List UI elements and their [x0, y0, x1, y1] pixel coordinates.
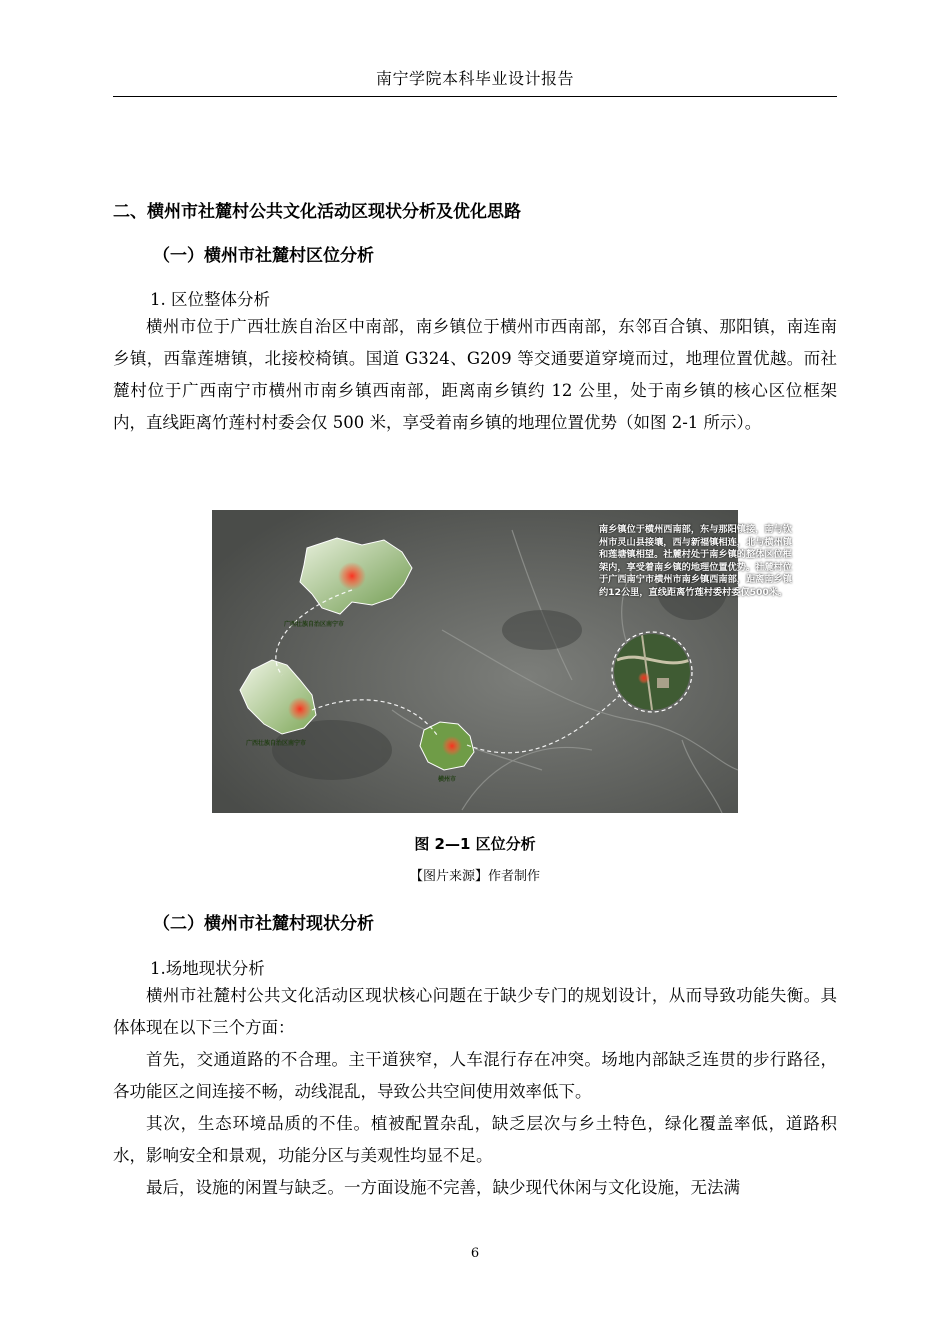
- paragraph-location: 横州市位于广西壮族自治区中南部，南乡镇位于横州市西南部，东邻百合镇、那阳镇，南连南乡镇，西靠莲塘镇，北接校椅镇。国道 G324、G209 等交通要道穿境而过，地理位置优越。而社麓村位于广西南宁市横州市南乡镇西南部，距离南乡镇约 12 公里，处于南乡镇的核心区位框架内，直线距离竹莲村村委会仅 500 米，享受着南乡镇的地理位置优势（如图 2-1 所示）。: [113, 317, 837, 432]
- location-map-figure: [212, 510, 792, 813]
- subsection-heading-location: （一）横州市社麓村区位分析: [153, 246, 374, 266]
- map-label-nanning: 广西壮族自治区南宁市: [246, 740, 307, 747]
- figure-caption: 图 2—1 区位分析: [414, 835, 536, 853]
- item-heading-site: 1.场地现状分析: [150, 959, 265, 978]
- figure-source: 【图片来源】作者制作: [409, 869, 540, 884]
- subsection-heading-status: （二）横州市社麓村现状分析: [153, 914, 374, 934]
- section-heading: 二、横州市社麓村公共文化活动区现状分析及优化思路: [113, 202, 521, 222]
- page-header: 南宁学院本科毕业设计报告: [375, 69, 574, 88]
- paragraph-ecology: 其次，生态环境品质的不佳。植被配置杂乱，缺乏层次与乡土特色，绿化覆盖率低，道路积水，影响安全和景观，功能分区与美观性均显不足。: [113, 1114, 837, 1165]
- page-number: 6: [470, 1246, 480, 1261]
- paragraph-core-problem: 横州市社麓村公共文化活动区现状核心问题在于缺少专门的规划设计，从而导致功能失衡。具体体现在以下三个方面：: [113, 986, 837, 1037]
- map-label-hengzhou: 横州市: [438, 776, 457, 783]
- paragraph-traffic: 首先，交通道路的不合理。主干道狭窄，人车混行存在冲突。场地内部缺乏连贯的步行路径，各功能区之间连接不畅，动线混乱，导致公共空间使用效率低下。: [113, 1050, 837, 1101]
- item-heading-overall: 1. 区位整体分析: [150, 290, 270, 309]
- map-label-guangxi: 广西壮族自治区南宁市: [284, 621, 345, 628]
- figure-callout-text: 南乡镇位于横州西南部，东与那阳镇接，南与钦州市灵山县接壤，西与新福镇相连，北与横州镇和莲塘镇相望。社麓村处于南乡镇的整体区位框架内，享受着南乡镇的地理位置优势。社麓村位于广西南宁市横州市南乡镇西南部，距离南乡镇约12公里，直线距离竹莲村委村委仅500米。: [599, 524, 792, 598]
- header-rule: [113, 96, 837, 97]
- paragraph-facilities: 最后，设施的闲置与缺乏。一方面设施不完善，缺少现代休闲与文化设施，无法满: [146, 1178, 740, 1197]
